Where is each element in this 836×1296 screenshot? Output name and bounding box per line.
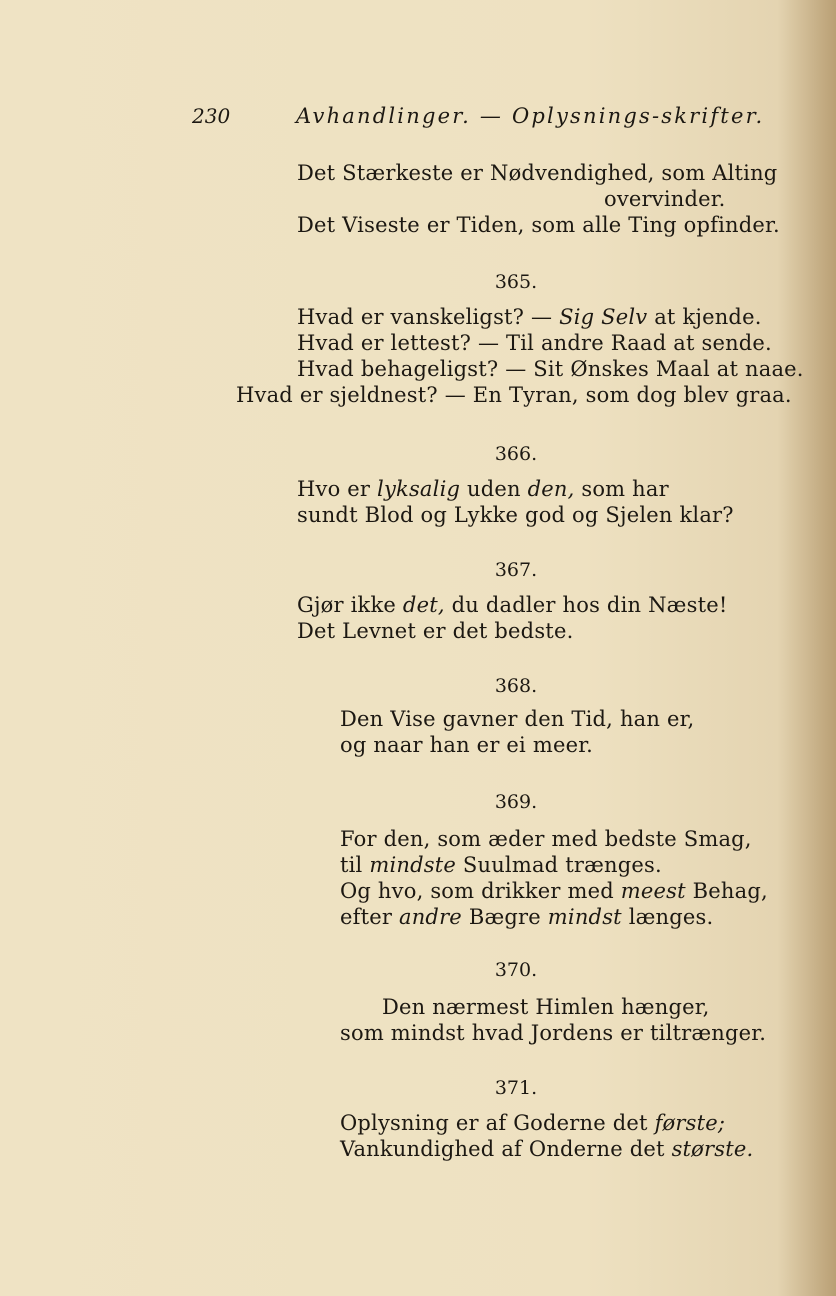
verse-line: Oplysning er af Goderne det første;	[340, 1111, 726, 1135]
verse-line: Hvad er lettest? — Til andre Raad at sende.	[297, 331, 772, 355]
section-number: 370.	[494, 959, 538, 981]
verse-line: Hvad er vanskeligst? — Sig Selv at kjende.	[297, 305, 762, 329]
page-number: 230	[192, 104, 231, 128]
section-number: 369.	[494, 791, 538, 813]
section-number: 371.	[494, 1077, 538, 1099]
verse-line: Det Levnet er det bedste.	[297, 619, 574, 643]
verse-line: Gjør ikke det, du dadler hos din Næste!	[297, 593, 728, 617]
verse-line: Hvad er sjeldnest? — En Tyran, som dog blev graa.	[236, 383, 792, 407]
verse-line: til mindste Suulmad trænges.	[340, 853, 662, 877]
verse-line: Vankundighed af Onderne det største.	[340, 1137, 754, 1161]
intro-line-1-continuation: overvinder.	[604, 187, 726, 211]
verse-line: Den Vise gavner den Tid, han er,	[340, 707, 695, 731]
verse-line: Den nærmest Himlen hænger,	[382, 995, 710, 1019]
section-number: 368.	[494, 675, 538, 697]
verse-line: For den, som æder med bedste Smag,	[340, 827, 752, 851]
verse-line: Og hvo, som drikker med meest Behag,	[340, 879, 768, 903]
verse-line: som mindst hvad Jordens er tiltrænger.	[340, 1021, 767, 1045]
section-number: 365.	[494, 271, 538, 293]
intro-line-2: Det Viseste er Tiden, som alle Ting opfinder.	[297, 213, 780, 237]
verse-line: Hvo er lyksalig uden den, som har	[297, 477, 669, 501]
verse-line: efter andre Bægre mindst længes.	[340, 905, 714, 929]
verse-line: sundt Blod og Lykke god og Sjelen klar?	[297, 503, 734, 527]
section-number: 367.	[494, 559, 538, 581]
section-number: 366.	[494, 443, 538, 465]
verse-line: Hvad behageligst? — Sit Ønskes Maal at naae.	[297, 357, 804, 381]
verse-line: og naar han er ei meer.	[340, 733, 594, 757]
running-title: Avhandlinger. — Oplysnings-skrifter.	[296, 104, 765, 128]
intro-line-1: Det Stærkeste er Nødvendighed, som Alting	[297, 161, 778, 185]
